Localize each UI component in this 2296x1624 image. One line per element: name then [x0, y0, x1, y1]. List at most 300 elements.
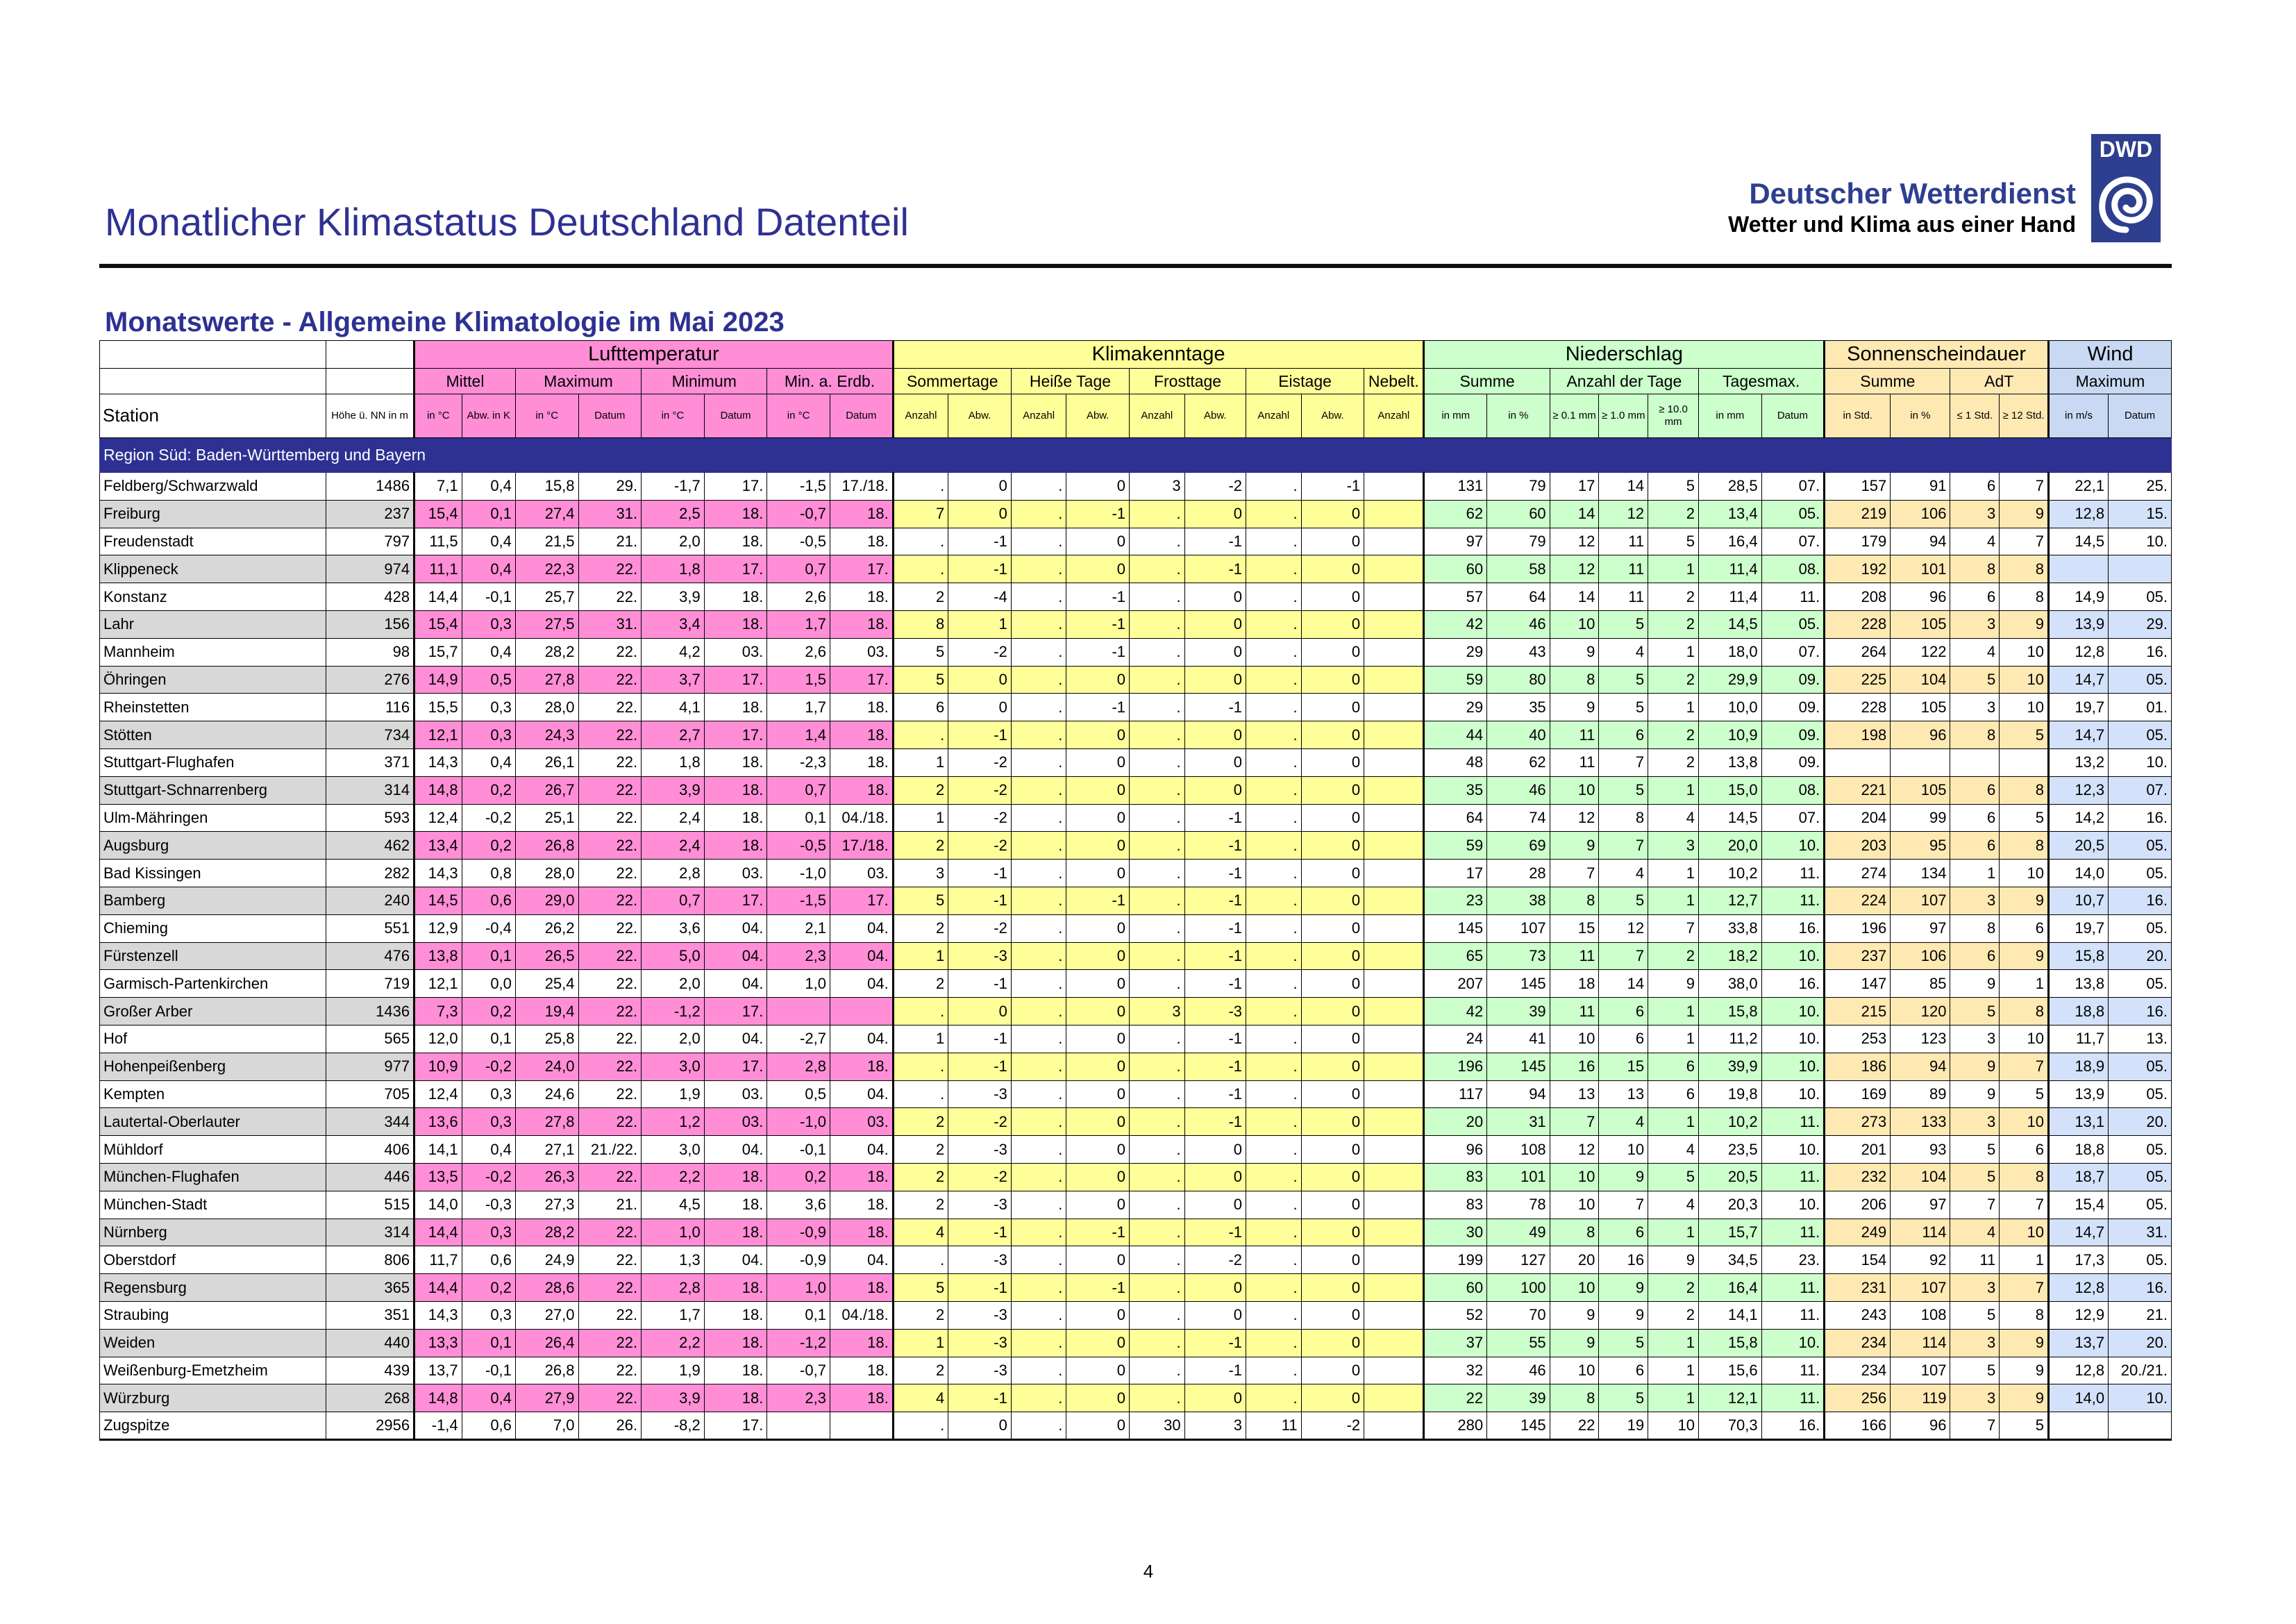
table-cell: 57 [1424, 583, 1487, 611]
table-cell: 13,1 [2048, 1108, 2108, 1136]
table-cell [1364, 500, 1424, 528]
table-cell: 31. [578, 500, 642, 528]
table-cell: 14,9 [414, 666, 462, 694]
table-cell: 9 [1550, 832, 1599, 860]
table-cell: 0,1 [767, 804, 830, 832]
table-cell: 22. [578, 1329, 642, 1357]
table-cell: 6 [1648, 1053, 1699, 1080]
table-cell: 27,4 [515, 500, 578, 528]
table-cell: 101 [1891, 555, 1950, 583]
table-cell: 20,5 [2048, 832, 2108, 860]
table-cell: 8 [1550, 1384, 1599, 1412]
table-cell: -1 [1184, 528, 1246, 555]
table-cell: 0 [1301, 748, 1364, 776]
table-cell: 2,3 [767, 942, 830, 970]
table-cell: 22. [578, 694, 642, 721]
table-cell [1364, 748, 1424, 776]
table-cell: 0 [1301, 970, 1364, 998]
table-cell: 99 [1891, 804, 1950, 832]
table-cell: 73 [1487, 942, 1550, 970]
table-cell: 05. [2109, 970, 2172, 998]
table-row [100, 832, 2172, 860]
table-row [100, 1246, 2172, 1274]
table-cell: -1,0 [767, 1108, 830, 1136]
table-cell: 14,8 [414, 1384, 462, 1412]
table-cell [1825, 748, 1891, 776]
table-cell: 22. [578, 832, 642, 860]
table-cell: -2 [1301, 1412, 1364, 1440]
unit-header: in m/s [2048, 394, 2108, 438]
table-cell [1364, 804, 1424, 832]
table-cell: 268 [326, 1384, 414, 1412]
table-cell: 5 [2000, 804, 2049, 832]
table-cell: 29. [2109, 610, 2172, 638]
table-cell: 13,4 [414, 832, 462, 860]
table-cell: 0 [1301, 666, 1364, 694]
table-cell: 11,4 [1699, 583, 1762, 611]
table-cell: 515 [326, 1191, 414, 1219]
table-cell: 11,7 [2048, 1025, 2108, 1053]
table-cell: 0,3 [462, 1108, 515, 1136]
table-cell: 7 [1550, 1108, 1599, 1136]
table-cell: 145 [1487, 1412, 1550, 1440]
table-cell: 0 [1066, 804, 1130, 832]
table-cell: 22. [578, 555, 642, 583]
table-cell: 21. [578, 528, 642, 555]
document-title: Monatlicher Klimastatus Deutschland Datenteil [105, 200, 909, 244]
table-cell: 8 [1950, 555, 2000, 583]
table-cell: 21. [2109, 1301, 2172, 1329]
table-cell [1364, 583, 1424, 611]
table-cell: . [1246, 694, 1302, 721]
table-cell: 274 [1825, 860, 1891, 887]
table-cell: . [1011, 610, 1066, 638]
table-cell: 04. [830, 942, 893, 970]
table-cell: 7 [1599, 1191, 1648, 1219]
table-cell [2048, 1412, 2108, 1440]
table-cell: 0,1 [462, 1329, 515, 1357]
table-cell: -1 [948, 1219, 1012, 1246]
table-cell: 9 [1599, 1301, 1648, 1329]
table-cell: 2 [893, 583, 948, 611]
table-cell: 0,1 [767, 1301, 830, 1329]
table-cell: 25,4 [515, 970, 578, 998]
table-cell: 5 [893, 887, 948, 914]
table-cell: 23. [1761, 1246, 1825, 1274]
station-name: Klippeneck [100, 555, 326, 583]
table-cell: 0 [1301, 1053, 1364, 1080]
table-cell: . [1011, 1191, 1066, 1219]
table-cell: 19 [1599, 1412, 1648, 1440]
table-cell: 22. [578, 1274, 642, 1302]
table-cell: 7 [1950, 1191, 2000, 1219]
table-row [100, 1357, 2172, 1384]
table-cell: 0 [1301, 1357, 1364, 1384]
table-cell: 225 [1825, 666, 1891, 694]
table-cell: 0,2 [462, 776, 515, 804]
table-cell: . [1011, 776, 1066, 804]
table-cell: 70 [1487, 1301, 1550, 1329]
table-cell: 91 [1891, 473, 1950, 501]
table-cell: 0 [1301, 1274, 1364, 1302]
brand-tagline: Wetter und Klima aus einer Hand [1728, 212, 2076, 237]
table-cell: 15,7 [414, 638, 462, 666]
table-cell: . [1130, 610, 1185, 638]
table-cell: 105 [1891, 694, 1950, 721]
table-cell: 14,3 [414, 1301, 462, 1329]
table-cell: 03. [704, 1108, 767, 1136]
unit-header: Datum [578, 394, 642, 438]
table-cell: 0 [1301, 1246, 1364, 1274]
station-name: Lahr [100, 610, 326, 638]
table-cell: 6 [1599, 1357, 1648, 1384]
table-cell: 734 [326, 721, 414, 749]
table-cell: 15,8 [1699, 998, 1762, 1026]
table-cell: . [1130, 583, 1185, 611]
table-cell: -3 [948, 1191, 1012, 1219]
table-cell: 21,5 [515, 528, 578, 555]
table-row [100, 555, 2172, 583]
table-cell: 234 [1825, 1357, 1891, 1384]
table-cell: . [1011, 970, 1066, 998]
table-cell: 3,0 [642, 1136, 705, 1164]
table-cell: 593 [326, 804, 414, 832]
table-row [100, 1136, 2172, 1164]
table-cell [2109, 555, 2172, 583]
table-cell: 6 [1648, 1080, 1699, 1108]
table-cell: 18. [704, 528, 767, 555]
table-cell: 0,6 [462, 1246, 515, 1274]
table-cell: 1 [1648, 1357, 1699, 1384]
table-cell: 11. [1761, 887, 1825, 914]
table-cell: 11,7 [414, 1246, 462, 1274]
unit-header: Anzahl [893, 394, 948, 438]
table-cell: -1 [948, 1025, 1012, 1053]
table-cell [1364, 776, 1424, 804]
table-cell: 11,5 [414, 528, 462, 555]
table-cell: 22. [578, 887, 642, 914]
table-cell: 9 [2000, 887, 2049, 914]
table-cell: 0,8 [462, 860, 515, 887]
table-cell: 26,4 [515, 1329, 578, 1357]
station-name: Stötten [100, 721, 326, 749]
station-name: Freudenstadt [100, 528, 326, 555]
table-cell: 10 [2000, 1108, 2049, 1136]
table-cell: 04. [830, 970, 893, 998]
table-cell: 24,9 [515, 1246, 578, 1274]
table-cell: 14,8 [414, 776, 462, 804]
table-cell: . [1011, 1246, 1066, 1274]
unit-header: Abw. [1301, 394, 1364, 438]
table-cell: 1 [1648, 1329, 1699, 1357]
table-cell: 169 [1825, 1080, 1891, 1108]
table-cell [830, 1412, 893, 1440]
subgroup-header: Summe [1825, 369, 1950, 394]
table-cell: 0,2 [767, 1163, 830, 1191]
table-cell: 2,4 [642, 804, 705, 832]
table-cell: . [1011, 1219, 1066, 1246]
table-cell: 18. [830, 1357, 893, 1384]
table-cell: 18. [704, 1357, 767, 1384]
dwd-logo [2091, 134, 2161, 242]
table-cell: 18. [830, 1274, 893, 1302]
table-cell: 7 [1599, 832, 1648, 860]
table-cell: 10,2 [1699, 1108, 1762, 1136]
table-cell: 0 [1066, 748, 1130, 776]
table-cell: 6 [1950, 804, 2000, 832]
table-cell: 32 [1424, 1357, 1487, 1384]
table-cell: 18. [830, 583, 893, 611]
table-cell: 5 [1599, 666, 1648, 694]
table-cell: 01. [2109, 694, 2172, 721]
table-cell: 9 [2000, 500, 2049, 528]
table-cell: . [1130, 970, 1185, 998]
table-cell: 11. [1761, 1301, 1825, 1329]
table-cell: 15,4 [414, 500, 462, 528]
table-cell: 14,0 [2048, 1384, 2108, 1412]
table-cell: 12,8 [2048, 1274, 2108, 1302]
table-cell: -2 [948, 1108, 1012, 1136]
table-cell: 09. [1761, 666, 1825, 694]
unit-header: Höhe ü. NN in m [326, 394, 414, 438]
table-cell: 131 [1424, 473, 1487, 501]
table-cell: 18. [704, 1219, 767, 1246]
table-cell: 20,3 [1699, 1191, 1762, 1219]
table-cell: 0,7 [767, 776, 830, 804]
table-cell: . [893, 555, 948, 583]
table-cell: -3 [948, 1080, 1012, 1108]
table-cell: 28,5 [1699, 473, 1762, 501]
subgroup-header: Frosttage [1130, 369, 1246, 394]
table-cell [1364, 1246, 1424, 1274]
table-cell: 10. [1761, 1136, 1825, 1164]
table-cell: 192 [1825, 555, 1891, 583]
table-cell: 4 [1950, 1219, 2000, 1246]
table-cell: 145 [1487, 1053, 1550, 1080]
table-cell: . [1130, 804, 1185, 832]
table-cell: 0 [1066, 998, 1130, 1026]
table-cell: . [1246, 1329, 1302, 1357]
station-name: Oberstdorf [100, 1246, 326, 1274]
table-cell: 3,9 [642, 776, 705, 804]
table-cell: 9 [2000, 942, 2049, 970]
table-cell: 03. [830, 1108, 893, 1136]
subgroup-header: Mittel [414, 369, 516, 394]
table-cell: 7 [1950, 1412, 2000, 1440]
table-cell [1364, 666, 1424, 694]
table-cell: 6 [1599, 721, 1648, 749]
table-cell: 0 [1066, 1329, 1130, 1357]
subgroup-header: Eistage [1246, 369, 1364, 394]
station-name: Rheinstetten [100, 694, 326, 721]
table-cell: 22. [578, 1384, 642, 1412]
table-cell: -1 [1184, 555, 1246, 583]
table-cell: 13,6 [414, 1108, 462, 1136]
table-cell: 0 [1066, 970, 1130, 998]
table-cell: 05. [2109, 666, 2172, 694]
table-cell: 806 [326, 1246, 414, 1274]
table-cell: . [893, 473, 948, 501]
table-cell: -1,5 [767, 887, 830, 914]
table-cell: 14,7 [2048, 721, 2108, 749]
table-cell: 70,3 [1699, 1412, 1762, 1440]
table-cell: 0 [1301, 528, 1364, 555]
table-cell: 11. [1761, 1108, 1825, 1136]
table-cell [2000, 748, 2049, 776]
table-cell: -2 [948, 914, 1012, 942]
table-cell [1364, 1025, 1424, 1053]
table-cell: 0 [1301, 804, 1364, 832]
table-cell: 0 [1301, 1219, 1364, 1246]
table-cell: . [1011, 666, 1066, 694]
table-cell: . [893, 1053, 948, 1080]
table-cell: . [1130, 555, 1185, 583]
table-cell: 5 [1950, 1163, 2000, 1191]
table-cell: 29. [578, 473, 642, 501]
unit-header: Abw. [1184, 394, 1246, 438]
table-cell: 11 [1246, 1412, 1302, 1440]
table-cell: 0 [1066, 1301, 1130, 1329]
table-cell: 0 [1066, 528, 1130, 555]
table-cell: 18,7 [2048, 1163, 2108, 1191]
table-cell: 14,4 [414, 583, 462, 611]
table-cell: 39,9 [1699, 1053, 1762, 1080]
table-cell: 13,5 [414, 1163, 462, 1191]
table-cell: 18. [830, 1163, 893, 1191]
table-cell: 13,8 [1699, 748, 1762, 776]
table-row [100, 1384, 2172, 1412]
table-cell: 0 [1301, 1301, 1364, 1329]
table-row [100, 860, 2172, 887]
table-cell: 0 [1301, 942, 1364, 970]
table-cell: 28,2 [515, 638, 578, 666]
table-cell: 0,3 [462, 721, 515, 749]
table-cell: 15,7 [1699, 1219, 1762, 1246]
table-cell: . [1130, 1274, 1185, 1302]
table-cell: 10,9 [1699, 721, 1762, 749]
table-cell: 10 [1550, 1274, 1599, 1302]
table-cell: 18. [830, 1384, 893, 1412]
station-name: Hohenpeißenberg [100, 1053, 326, 1080]
table-cell: 12,8 [2048, 1357, 2108, 1384]
table-cell: 42 [1424, 610, 1487, 638]
table-cell: 0 [948, 473, 1012, 501]
table-cell: 10. [2109, 528, 2172, 555]
table-cell: 22. [578, 776, 642, 804]
table-cell: 10 [1550, 1163, 1599, 1191]
table-cell: 0 [1301, 500, 1364, 528]
table-cell: . [1246, 528, 1302, 555]
table-cell: 14,7 [2048, 1219, 2108, 1246]
station-name: Nürnberg [100, 1219, 326, 1246]
table-cell: 1 [1648, 638, 1699, 666]
table-cell: 13 [1599, 1080, 1648, 1108]
table-cell [1364, 1108, 1424, 1136]
table-cell: 07. [1761, 804, 1825, 832]
table-cell: 107 [1891, 887, 1950, 914]
table-cell: 156 [326, 610, 414, 638]
table-cell: 0 [1301, 914, 1364, 942]
table-cell: 18. [704, 1191, 767, 1219]
table-cell: 1 [2000, 970, 2049, 998]
table-cell: 11. [1761, 583, 1825, 611]
table-cell: 15,0 [1699, 776, 1762, 804]
table-cell: . [1011, 887, 1066, 914]
table-cell: -1 [948, 1384, 1012, 1412]
table-cell: . [1011, 1163, 1066, 1191]
table-cell: 2 [1648, 500, 1699, 528]
table-cell: 196 [1825, 914, 1891, 942]
table-cell: 05. [2109, 1080, 2172, 1108]
table-cell: 18. [830, 1191, 893, 1219]
table-cell: 16. [1761, 914, 1825, 942]
table-cell: 21./22. [578, 1136, 642, 1164]
table-cell: . [1130, 887, 1185, 914]
table-cell [1364, 694, 1424, 721]
table-cell: 2 [1648, 610, 1699, 638]
table-cell: 15 [1550, 914, 1599, 942]
table-cell: . [1246, 500, 1302, 528]
table-cell: -3 [948, 1357, 1012, 1384]
table-cell: 9 [1950, 1053, 2000, 1080]
table-cell: 13,7 [414, 1357, 462, 1384]
station-name: Fürstenzell [100, 942, 326, 970]
table-cell: 0 [948, 666, 1012, 694]
unit-header: ≥ 12 Std. [2000, 394, 2049, 438]
table-cell: 371 [326, 748, 414, 776]
table-row [100, 583, 2172, 611]
table-cell: 0 [1301, 721, 1364, 749]
subgroup-header: Minimum [642, 369, 767, 394]
table-cell: 04. [830, 1136, 893, 1164]
table-cell [1364, 1219, 1424, 1246]
table-cell: 116 [326, 694, 414, 721]
section-title: Monatswerte - Allgemeine Klimatologie im Mai 2023 [105, 307, 785, 337]
table-cell: 0 [1066, 666, 1130, 694]
table-cell: 10. [2109, 1384, 2172, 1412]
table-cell: 476 [326, 942, 414, 970]
table-cell: 977 [326, 1053, 414, 1080]
table-cell: 3,4 [642, 610, 705, 638]
table-row [100, 887, 2172, 914]
table-cell: 22. [578, 1025, 642, 1053]
table-cell: 03. [830, 860, 893, 887]
table-cell: -3 [1184, 998, 1246, 1026]
table-cell: 03. [830, 638, 893, 666]
table-cell: 719 [326, 970, 414, 998]
table-cell: . [1246, 1357, 1302, 1384]
table-cell: . [893, 1412, 948, 1440]
table-cell: 14,5 [1699, 610, 1762, 638]
table-cell [1364, 914, 1424, 942]
table-cell: 12,3 [2048, 776, 2108, 804]
table-cell: . [1130, 1163, 1185, 1191]
table-cell: 05. [2109, 860, 2172, 887]
table-cell: 11 [1550, 942, 1599, 970]
table-cell: . [1246, 610, 1302, 638]
table-cell: 207 [1424, 970, 1487, 998]
table-cell: 7 [2000, 473, 2049, 501]
table-cell: 22. [578, 998, 642, 1026]
table-cell: 89 [1891, 1080, 1950, 1108]
table-cell: 0 [1184, 1136, 1246, 1164]
table-cell: 14,3 [414, 748, 462, 776]
table-cell: -1 [948, 1274, 1012, 1302]
subgroup-header: Sommertage [893, 369, 1011, 394]
table-cell: 0 [1301, 1163, 1364, 1191]
table-cell: . [1130, 1108, 1185, 1136]
table-cell: 1,8 [642, 748, 705, 776]
